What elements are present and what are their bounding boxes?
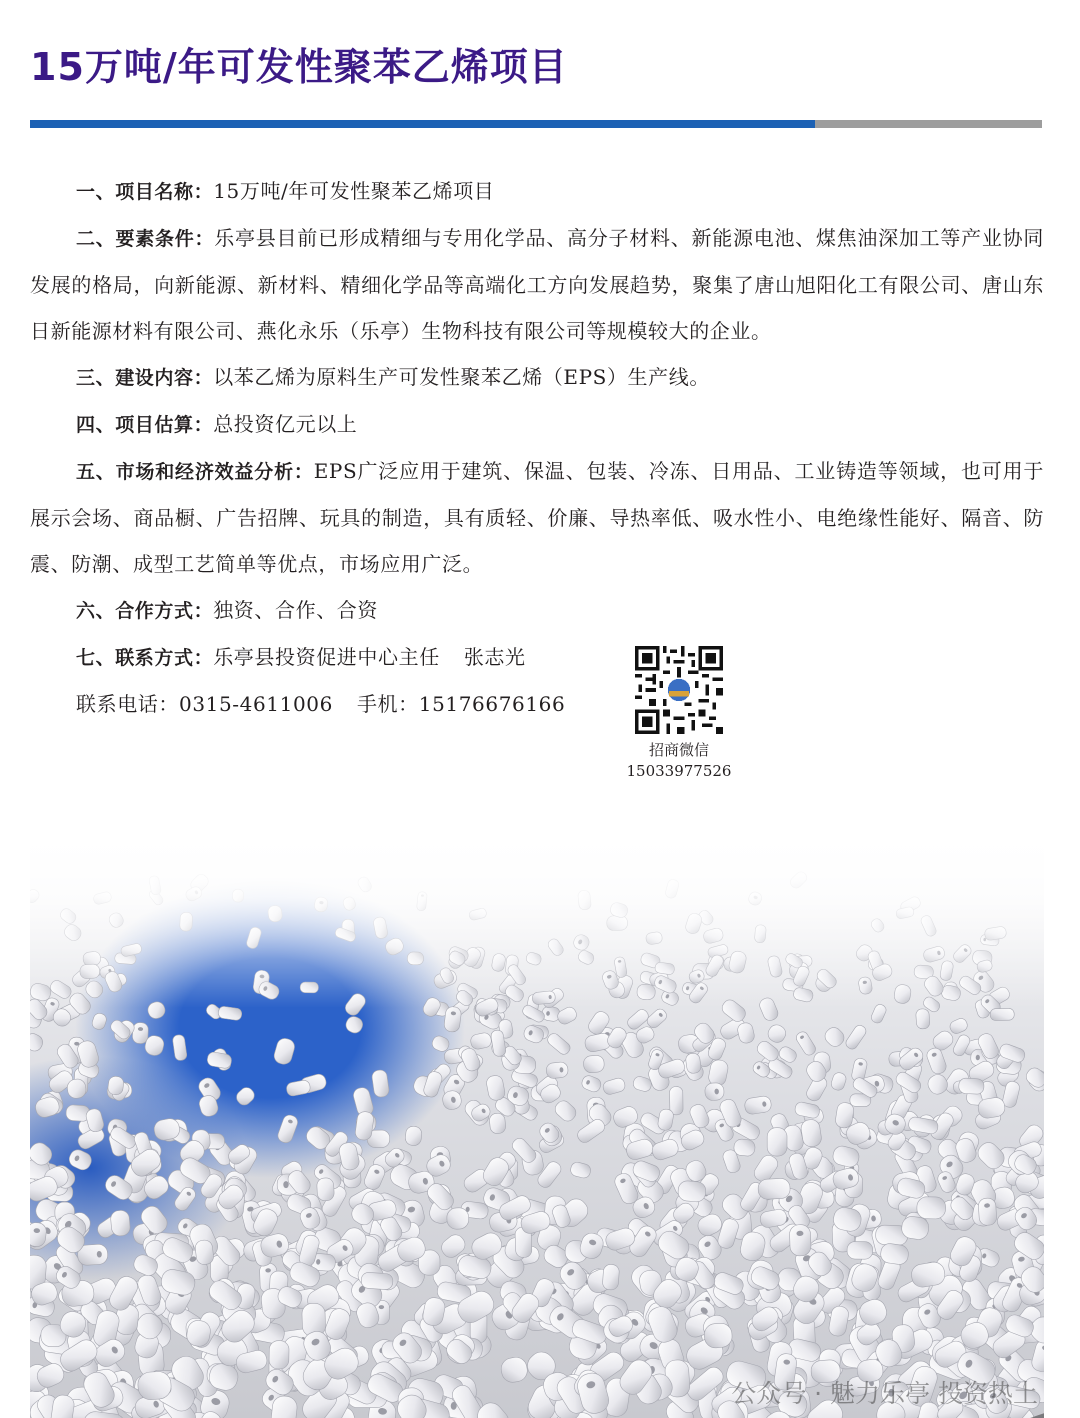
pellet — [405, 1126, 423, 1147]
pellet — [555, 1005, 578, 1026]
qr-number: 15033977526 — [626, 762, 732, 780]
pellet — [545, 1031, 572, 1056]
eps-pellets-photo — [30, 838, 1044, 1418]
pellet — [794, 1030, 817, 1057]
section-conditions — [30, 215, 1044, 354]
pellet — [469, 1032, 492, 1051]
pellet — [669, 1086, 683, 1114]
section-text: 总投资亿元以上 — [213, 412, 358, 436]
pellet — [67, 1147, 94, 1172]
section-text: 乐亭县目前已形成精细与专用化学品、高分子材料、新能源电池、煤焦油深加工等产业协同发展的格局，向新能源、新材料、精细化学品等高端化工方向发展趋势，聚集了唐山旭阳化工有限公司、唐山东日新能源材料有限公司、燕化永乐（乐亭）生物科技有限公司等规模较大的企业。 — [30, 226, 1045, 343]
section-contact — [30, 634, 1044, 681]
wechat-icon — [731, 1374, 1044, 1418]
pellet — [657, 1108, 674, 1131]
section-text: 独资、合作、合资 — [213, 598, 379, 622]
pellet — [218, 1006, 243, 1021]
pellet — [30, 1031, 45, 1054]
pellet — [847, 1241, 873, 1259]
qr-caption: 招商微信 — [648, 741, 709, 759]
pellet — [422, 1070, 444, 1099]
section-text: 以苯乙烯为原料生产可发性聚苯乙烯（EPS）生产线。 — [213, 365, 710, 389]
section-label: 七、联系方式： — [76, 647, 214, 669]
pellet — [758, 1178, 791, 1200]
section-label: 一、项目名称： — [76, 181, 214, 203]
pellet — [269, 1341, 289, 1370]
section-text: 15万吨/年可发性聚苯乙烯项目 — [213, 179, 495, 203]
pellet — [704, 1323, 733, 1349]
pellet — [917, 1197, 946, 1219]
pellet — [645, 1007, 669, 1030]
pellet — [110, 1210, 131, 1237]
pellet — [916, 1008, 931, 1029]
pellet — [705, 1083, 725, 1101]
pellet — [485, 1074, 506, 1101]
project-body — [30, 168, 1044, 727]
pellet — [844, 1023, 868, 1051]
photo-top-fade — [30, 838, 1044, 1008]
section-label: 三、建设内容： — [76, 367, 214, 389]
watermark — [731, 1374, 1038, 1410]
pellet — [958, 1078, 984, 1095]
pellet — [830, 1071, 848, 1092]
pellet — [272, 1037, 296, 1066]
pellet — [677, 1180, 706, 1202]
pellet — [172, 1034, 187, 1061]
pellet — [286, 1079, 312, 1097]
pellet — [361, 1272, 394, 1290]
section-estimate — [30, 401, 1044, 448]
pellet — [880, 1242, 910, 1265]
section-construction — [30, 354, 1044, 401]
section-cooperation — [30, 587, 1044, 634]
pellet — [765, 1022, 788, 1045]
wechat-qr-block — [626, 646, 732, 781]
pellet — [978, 1198, 997, 1226]
section-text: EPS广泛应用于建筑、保温、包装、冷冻、日用品、工业铸造等领域，也可用于展示会场、商品橱、广告招牌、玩具的制造，具有质轻、价廉、导热率低、吸水性小、电绝缘性能好、隔音、防震、防潮、成型工艺简单等优点，市场应用广泛。 — [30, 459, 1044, 576]
pellet — [371, 1069, 390, 1098]
pellet — [499, 1355, 529, 1384]
pellet — [546, 1061, 569, 1079]
section-label: 四、项目估算： — [76, 414, 214, 436]
pellet — [990, 1008, 1014, 1020]
section-label: 二、要素条件： — [76, 228, 215, 250]
contact-phones — [30, 681, 1044, 727]
qr-code-icon — [635, 646, 723, 734]
title-rule-blue — [30, 120, 815, 128]
pellet — [794, 1101, 821, 1119]
mobile-label: 手机： — [356, 692, 419, 716]
pellet — [602, 1077, 627, 1096]
pellet — [317, 1178, 335, 1202]
contact-org: 乐亭县投资促进中心主任 — [213, 645, 440, 669]
pellet — [744, 1095, 772, 1115]
pellet — [234, 1085, 257, 1108]
title-rule-gray — [815, 120, 1042, 128]
pellet — [569, 1161, 592, 1179]
section-label: 六、合作方式： — [76, 600, 214, 622]
phone-number: 0315-4611006 — [179, 692, 333, 716]
pellet — [447, 1208, 470, 1230]
pellet — [344, 1014, 365, 1035]
pellet — [137, 1371, 172, 1401]
pellet — [822, 1024, 847, 1049]
phone-label: 联系电话： — [76, 692, 179, 716]
pellet — [91, 1012, 108, 1031]
pellet — [583, 1055, 605, 1073]
pellet — [767, 1128, 787, 1156]
pellet — [276, 1113, 299, 1144]
pellet — [925, 1071, 951, 1097]
pellet — [602, 1264, 620, 1290]
contact-person: 张志光 — [463, 645, 526, 669]
section-market-analysis — [30, 448, 1044, 587]
pellet — [489, 1113, 507, 1135]
page-title: 15万吨/年可发性聚苯乙烯项目 — [30, 45, 568, 89]
section-project-name — [30, 168, 1044, 215]
pellet — [789, 1224, 811, 1256]
section-label: 五、市场和经济效益分析： — [76, 461, 314, 483]
pellet — [206, 1051, 232, 1069]
watermark-text: 公众号 · 魅力乐亭 投资热土 — [731, 1379, 1038, 1408]
pellet — [552, 1098, 579, 1124]
pellet — [948, 1017, 969, 1036]
pellet — [925, 1046, 948, 1076]
pellet — [580, 1074, 603, 1094]
mobile-number: 15176676166 — [418, 692, 566, 716]
